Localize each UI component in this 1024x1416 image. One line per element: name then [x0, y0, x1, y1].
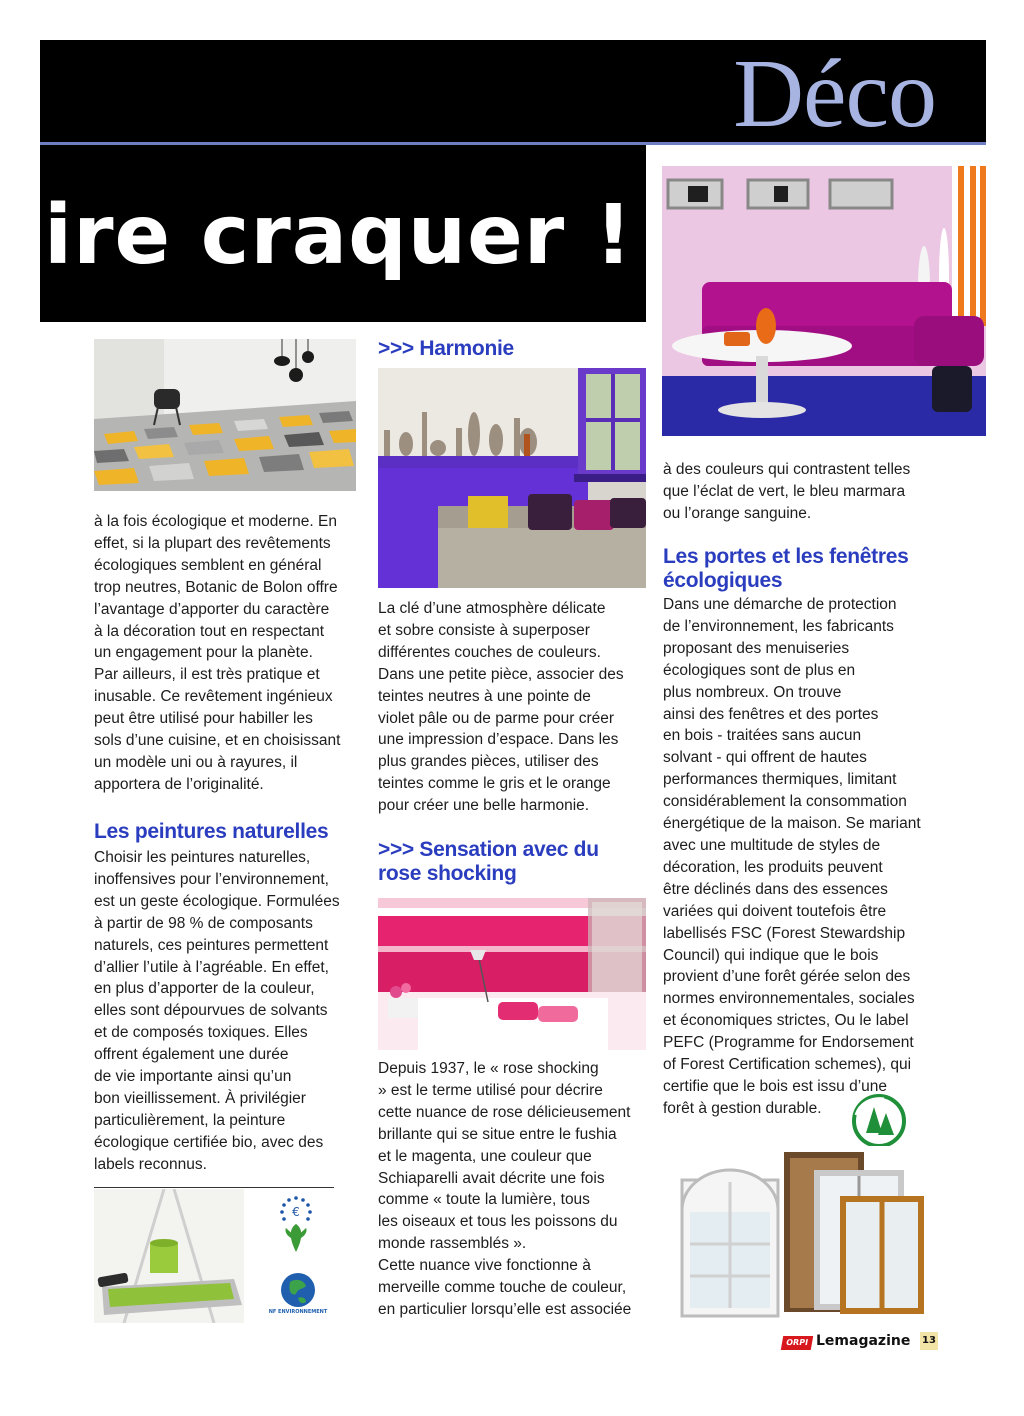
- col3-heading-doors: Les portes et les fenêtres écologiques: [663, 545, 909, 592]
- col2-paragraph-2: Depuis 1937, le « rose shocking » est le terme utilisé pour décrire cette nuance de rose délicieusement brillante qui se situe entre le fushia et le magenta, une couleur que Schiaparelli avait décrite une fois comme « toute la lumière, tous les oiseaux et tous les poissons du monde rassemblés ». Cette nuance vive fonctionne à merveille comme touche de couleur, en particulier lorsqu’elle est associée: [378, 1060, 632, 1318]
- col2-heading-rose: >>> Sensation avec du rose shocking: [378, 838, 599, 885]
- eu-ecolabel-logo: [272, 1194, 320, 1254]
- footer-brand: Lemagazine: [816, 1333, 911, 1349]
- nf-environnement-label: NF ENVIRONNEMENT: [268, 1309, 328, 1315]
- footer-orpi-logo: ORPI: [781, 1336, 813, 1350]
- paint-divider: [94, 1187, 334, 1188]
- pink-bedroom-photo: [378, 898, 646, 1050]
- col3-paragraph-2: Dans une démarche de protection de l’environnement, les fabricants proposant des menuiseries écologiques sont de plus en plus nombreux. On trouve ainsi des fenêtres et des portes en bois - traitées sans aucun solvant - qui offrent de hautes performances thermiques, limitant considérablement la consommation énergétique de la maison. Se mariant avec une multitude de styles de décoration, les produits peuvent être déclinés dans des essences variées qui doivent toutefois être labellisés FSC (Forest Stewardship Council) qui indique que le bois provient d’une forêt gérée selon des normes environnementales, sociales et économiques strictes, Ou le label PEFC (Programme for Endorsement of Forest Certification schemes), qui certifie que le bois est issu d’une forêt à gestion durable.: [663, 596, 921, 1117]
- nf-environnement-logo: [268, 1264, 328, 1322]
- paint-tray-photo: [94, 1189, 244, 1323]
- section-title: Déco: [733, 40, 936, 148]
- floor-photo: [94, 339, 356, 491]
- windows-doors-photo: [664, 1146, 930, 1322]
- living-room-purple-photo: [378, 368, 646, 588]
- pink-sofa-photo: [662, 166, 986, 436]
- col3-paragraph-1: à des couleurs qui contrastent telles que l’éclat de vert, le bleu marmara ou l’orange sanguine.: [663, 461, 911, 522]
- col1-paragraph-1: à la fois écologique et moderne. En effet, si la plupart des revêtements écologiques semblent en général trop neutres, Botanic de Bolon offre l’avantage d’apporter du caractère à la décoration tout en respectant un engagement pour la planète. Par ailleurs, il est très pratique et inusable. Ce revêtement ingénieux peut être utilisé pour habiller les sols d’une cuisine, et en choisissant un modèle uni ou à rayures, il apportera de l’originalité.: [94, 513, 341, 793]
- page-number: 13: [920, 1332, 938, 1350]
- page-title: ire craquer !: [44, 188, 634, 283]
- col2-paragraph-1: La clé d’une atmosphère délicate et sobre consiste à superposer différentes couches de couleurs. Dans une petite pièce, associer des teintes neutres à une pointe de violet pâle ou de parme pour créer une impression d’espace. Dans les plus grandes pièces, utiliser des teintes comme le gris et le orange pour créer une belle harmonie.: [378, 600, 624, 815]
- svg-text:€: €: [292, 1205, 300, 1219]
- col2-heading-harmonie: >>> Harmonie: [378, 337, 514, 360]
- col1-paragraph-2: Choisir les peintures naturelles, inoffensives pour l’environnement, est un geste écologique. Formulées à partir de 98 % de composants naturels, ces peintures permettent d’allier l’utile à l’agréable. En effet, en plus d’apporter de la couleur, elles sont dépourvues de solvants et de composés toxiques. Elles offrent également une durée de vie importante ainsi qu’un bon vieillissement. À privilégier particulièrement, la peinture écologique certifiée bio, avec des labels reconnus.: [94, 849, 340, 1173]
- col1-heading-paints: Les peintures naturelles: [94, 820, 329, 843]
